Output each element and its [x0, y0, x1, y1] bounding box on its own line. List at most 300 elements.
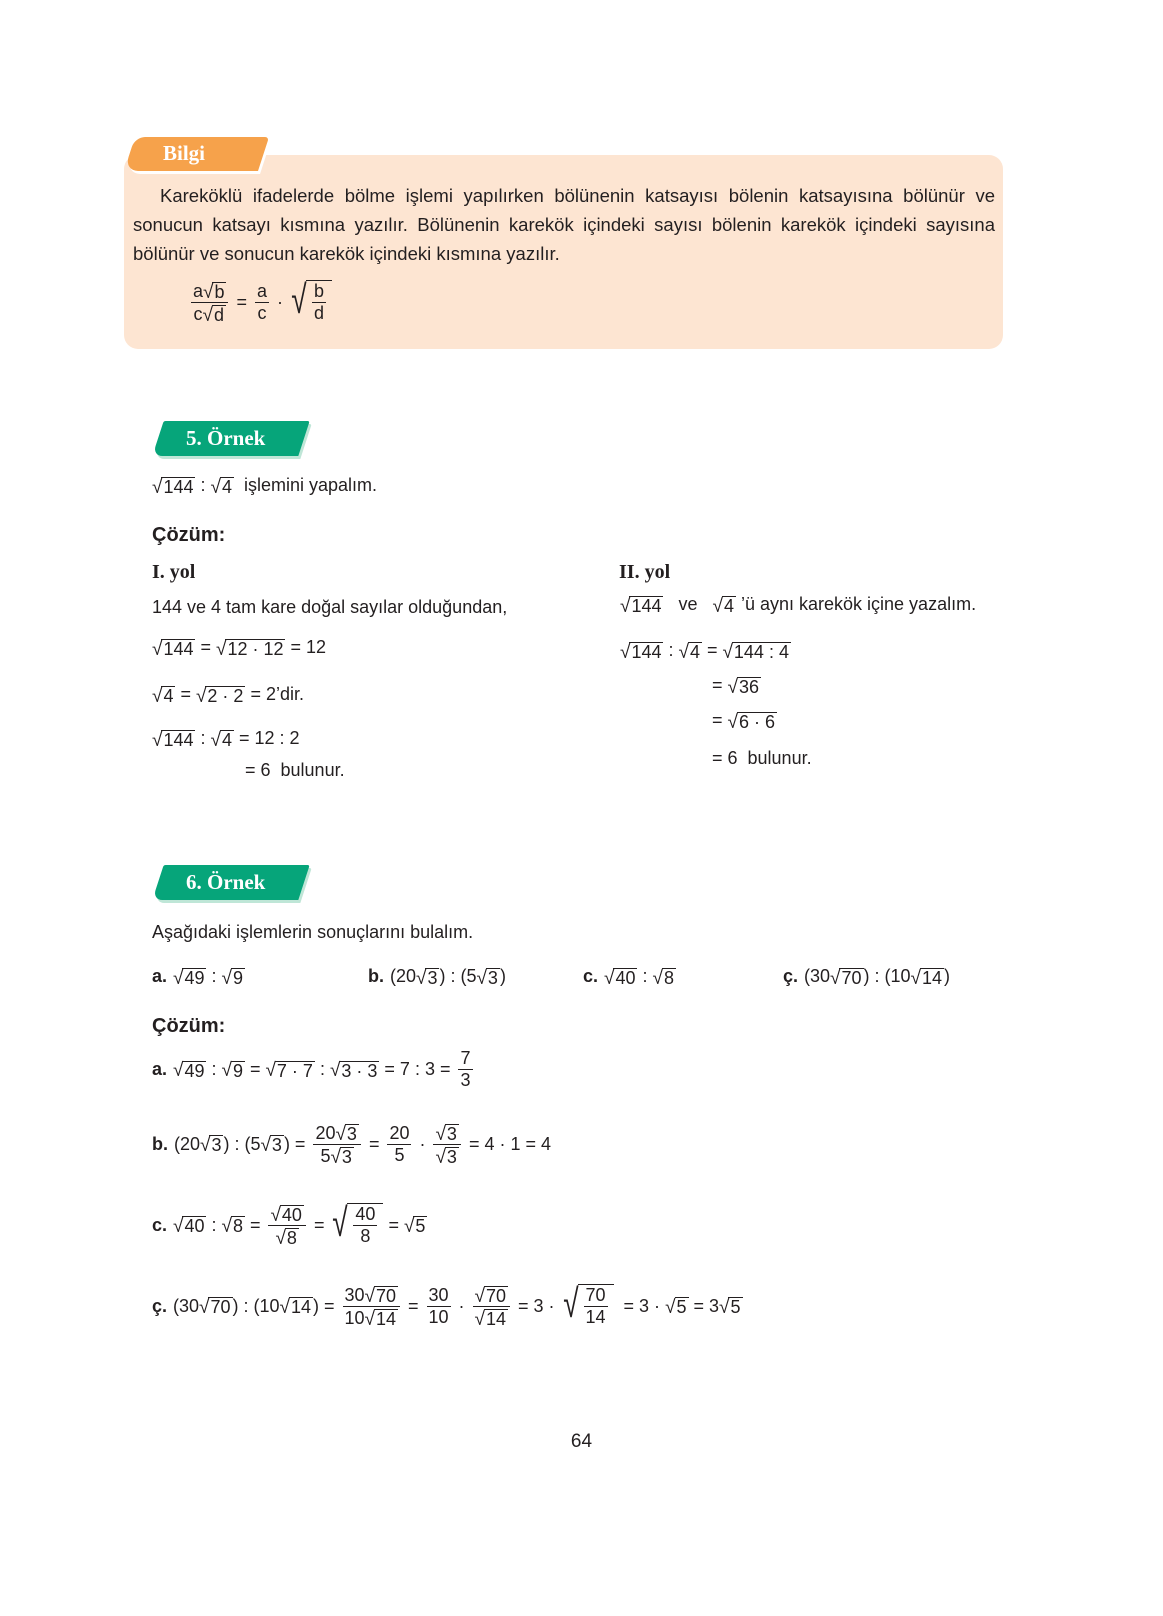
math-text: : [195, 728, 211, 749]
square-root [335, 1122, 358, 1144]
problem-c [583, 966, 676, 988]
math-line [152, 684, 304, 706]
math-text: · [453, 1295, 470, 1316]
square-root [203, 303, 226, 325]
radical-sign: √ [221, 967, 232, 989]
radical-sign: √ [152, 729, 163, 751]
math-text: = [231, 291, 252, 312]
math-text: 144 ve 4 tam kare doğal sayılar olduğundan, [152, 597, 508, 617]
denominator [473, 1307, 510, 1329]
radical-sign: √ [210, 476, 221, 498]
radicand [339, 1061, 379, 1081]
denominator [358, 1226, 372, 1247]
radicand [220, 730, 234, 750]
square-root [270, 1203, 303, 1225]
numerator [312, 281, 326, 303]
square-root [203, 280, 226, 302]
math-text: c [257, 302, 267, 323]
radical-sign: √ [260, 1135, 271, 1157]
radical-sign: √ [199, 1297, 210, 1319]
denominator [584, 1307, 608, 1328]
square-root [722, 640, 790, 662]
math-text: 3 [211, 1135, 222, 1156]
math-text: 3 [346, 1124, 357, 1144]
math-text: = [403, 1295, 424, 1316]
math-text: = 3 · [613, 1295, 666, 1316]
square-root [653, 966, 676, 988]
radical-sign: √ [474, 1308, 485, 1330]
radicand [345, 1124, 359, 1144]
math-text: = 2’dir. [245, 684, 304, 705]
fraction [255, 281, 269, 324]
radicand [225, 639, 285, 659]
square-root [330, 1145, 353, 1167]
math-text: = 6 bulunur. [712, 748, 812, 768]
fraction [343, 1284, 401, 1329]
solution-cc [152, 1284, 743, 1329]
square-root-large [288, 280, 332, 324]
method-1-title: I. yol [152, 561, 196, 583]
math-line [712, 710, 777, 732]
radicand [374, 1286, 398, 1306]
math-text: 49 [184, 1060, 205, 1081]
math-text: (20 [390, 966, 417, 987]
fraction [313, 1122, 360, 1167]
item-label: ç. [783, 966, 799, 987]
problem-cc [783, 966, 950, 988]
radicand [413, 1216, 427, 1236]
radical-sign: √ [329, 1060, 341, 1082]
radical-sign: √ [221, 1060, 232, 1082]
math-text: 3 [446, 1124, 457, 1144]
math-text: a [193, 280, 204, 301]
math-text: 8 [663, 968, 674, 988]
math-text: 5 [320, 1145, 331, 1166]
square-root [211, 728, 234, 750]
square-root [330, 1059, 379, 1081]
numerator [387, 1123, 411, 1145]
math-text: 20 [315, 1122, 336, 1143]
math-text: ) = [283, 1133, 311, 1154]
fraction [353, 1204, 377, 1247]
square-root [665, 1295, 688, 1317]
radical-sign: √ [435, 1146, 446, 1168]
math-line [712, 748, 812, 769]
math-text: b [313, 281, 324, 302]
math-text: = 4 · 1 = 4 [463, 1133, 551, 1154]
math-text: = 7 : 3 = [379, 1059, 456, 1079]
math-text: : [663, 640, 679, 661]
radical-sign: √ [727, 676, 738, 698]
square-root [275, 1226, 298, 1248]
radical-sign: √ [173, 967, 184, 989]
radicand [425, 968, 439, 988]
radical-sign: √ [476, 967, 487, 989]
denominator [255, 303, 268, 324]
square-root [475, 1307, 508, 1329]
radicand [722, 596, 736, 616]
square-root [152, 728, 195, 750]
radicand [445, 1124, 459, 1144]
radical-sign: √ [291, 278, 307, 323]
radicand [208, 1297, 232, 1317]
fraction [427, 1285, 451, 1328]
math-text: ) = [312, 1295, 340, 1316]
math-text: 3 [446, 1146, 457, 1167]
square-root [199, 1295, 232, 1317]
radical-sign: √ [216, 638, 227, 660]
math-text: 7 [460, 1048, 471, 1068]
math-text: 4 [689, 642, 700, 662]
math-text: 70 [585, 1285, 606, 1306]
radicand [231, 968, 245, 988]
radical-sign: √ [221, 1216, 232, 1238]
radicand [347, 1203, 383, 1247]
radical-sign: √ [652, 967, 663, 989]
radical-sign: √ [210, 729, 221, 751]
radicand [161, 686, 175, 706]
math-text: 10 [428, 1306, 449, 1327]
math-text: 36 [738, 677, 759, 697]
radicand [486, 968, 500, 988]
math-text: : [637, 966, 653, 987]
math-text: : [206, 1059, 222, 1079]
radical-sign: √ [416, 967, 427, 989]
math-text: (30 [173, 1295, 200, 1316]
radical-sign: √ [270, 1204, 281, 1226]
radicand [484, 1286, 508, 1306]
math-text: · [272, 291, 288, 312]
math-text: ) : (5 [439, 966, 477, 987]
radicand [675, 1297, 689, 1317]
square-root [620, 594, 663, 616]
math-text: d [313, 303, 324, 324]
denominator [318, 1145, 355, 1167]
problem-b [368, 966, 506, 988]
info-text: Kareköklü ifadelerde bölme işlemi yapılırken bölünenin katsayısı bölenin katsayısına bölünür ve sonucun katsayı kısmına yazılır. Bölünenin karekök içindeki sayısı bölenin karekök içindeki sayısına bölünür ve sonucun karekök içindeki kısmına yazılır. [133, 185, 995, 264]
radical-sign: √ [265, 1060, 276, 1082]
math-text: : [314, 1059, 330, 1079]
radicand [737, 677, 761, 697]
denominator [433, 1145, 460, 1167]
numerator [433, 1122, 460, 1145]
radicand [212, 305, 226, 325]
radicand [289, 1297, 313, 1317]
square-root [173, 1059, 206, 1081]
math-text: 2 · 2 [207, 686, 244, 706]
solution-heading: Çözüm: [152, 1015, 226, 1037]
math-text: 4 [163, 686, 174, 706]
radical-sign: √ [474, 1285, 485, 1307]
denominator [192, 303, 228, 325]
fraction [433, 1122, 460, 1167]
square-root [260, 1133, 283, 1155]
denominator [427, 1307, 451, 1328]
math-text: = [363, 1133, 385, 1154]
square-root [416, 966, 439, 988]
radicand [732, 642, 791, 662]
math-line [712, 675, 761, 697]
radicand [280, 1205, 304, 1225]
radical-sign: √ [620, 641, 631, 663]
fraction [387, 1123, 411, 1166]
radical-sign: √ [200, 1135, 211, 1157]
math-text: 10 [344, 1307, 365, 1328]
numerator [191, 280, 228, 303]
radical-sign: √ [152, 638, 163, 660]
fraction [473, 1284, 510, 1329]
math-text: (20 [174, 1133, 201, 1154]
numerator [473, 1284, 510, 1307]
radicand [737, 712, 777, 732]
radicand [161, 730, 195, 750]
square-root [173, 966, 206, 988]
square-root [728, 710, 777, 732]
math-text: 3 [271, 1135, 282, 1156]
denominator [392, 1145, 406, 1166]
radical-sign: √ [279, 1297, 290, 1319]
radicand [220, 477, 234, 497]
math-line [152, 728, 300, 750]
math-text: : [206, 1214, 222, 1235]
math-text: 14 [921, 968, 942, 988]
math-text: 70 [485, 1286, 507, 1306]
radicand [231, 1061, 245, 1081]
radicand [270, 1135, 284, 1155]
radicand [306, 280, 332, 324]
radicand [231, 1216, 245, 1236]
radicand [182, 1216, 206, 1236]
radicand [728, 1297, 742, 1317]
square-root-large [560, 1284, 614, 1328]
fraction [268, 1203, 305, 1248]
radical-sign: √ [195, 685, 207, 707]
square-root [435, 1122, 458, 1144]
radical-sign: √ [152, 685, 163, 707]
math-text: ) : (10 [863, 966, 911, 987]
math-text: 14 [375, 1308, 396, 1329]
radicand [484, 1309, 508, 1329]
item-label: a. [152, 1059, 168, 1079]
square-root [719, 1295, 742, 1317]
math-text: 144 : 4 [733, 642, 789, 662]
solution-a [152, 1048, 476, 1091]
radicand [275, 1061, 315, 1081]
example-6-prompt: Aşağıdaki işlemlerin sonuçlarını bulalım. [152, 922, 474, 942]
fraction [458, 1048, 472, 1091]
radical-sign: √ [203, 281, 214, 303]
math-text: d [213, 304, 224, 325]
math-text: 70 [841, 968, 862, 988]
radical-sign: √ [719, 1297, 730, 1319]
math-text: 4 [723, 596, 734, 616]
math-text: = [244, 1214, 266, 1235]
math-text: c [193, 303, 203, 324]
math-text: ve [663, 594, 713, 615]
numerator [353, 1204, 377, 1226]
math-text: ) : (10 [232, 1295, 280, 1316]
radical-sign: √ [620, 595, 631, 617]
radical-sign: √ [152, 476, 163, 498]
radical-sign: √ [173, 1216, 184, 1238]
math-text: 30 [344, 1284, 365, 1305]
square-root [222, 1059, 245, 1081]
square-root [152, 475, 195, 497]
square-root [620, 640, 663, 662]
square-root [280, 1295, 313, 1317]
item-label: c. [583, 966, 599, 987]
math-text: = [701, 640, 723, 661]
math-text: : [206, 966, 222, 987]
math-text: 8 [360, 1226, 371, 1247]
radicand [688, 642, 702, 662]
square-root [713, 594, 736, 616]
numerator [458, 1048, 472, 1070]
radical-sign: √ [403, 1216, 415, 1238]
math-text: 144 [631, 596, 662, 616]
math-text: : [195, 475, 211, 496]
radical-sign: √ [364, 1308, 375, 1330]
math-text: = 3 [688, 1295, 720, 1316]
denominator [343, 1307, 401, 1329]
square-root [476, 966, 499, 988]
radical-sign: √ [678, 641, 689, 663]
radical-sign: √ [173, 1060, 184, 1082]
math-text: = [244, 1059, 266, 1079]
radicand [285, 1228, 299, 1248]
radicand [212, 282, 226, 302]
radical-sign: √ [332, 1201, 349, 1246]
math-text: 49 [184, 968, 205, 988]
math-text: = 12 : 2 [233, 728, 300, 749]
radical-sign: √ [364, 1285, 375, 1307]
square-root [365, 1307, 398, 1329]
math-text: · [414, 1133, 431, 1154]
math-text: = 3 · [513, 1295, 560, 1316]
math-text: = [712, 710, 728, 731]
math-text: 144 [163, 730, 194, 750]
radical-sign: √ [910, 967, 921, 989]
item-label: b. [368, 966, 384, 987]
math-text: 9 [232, 968, 243, 988]
denominator [458, 1070, 472, 1091]
radical-sign: √ [275, 1227, 286, 1249]
numerator [584, 1285, 608, 1307]
page-number: 64 [570, 1431, 593, 1452]
radicand [205, 686, 245, 706]
square-root [604, 966, 637, 988]
numerator [313, 1122, 360, 1145]
math-text: 144 [163, 477, 194, 497]
radicand [920, 968, 944, 988]
math-text: 7 · 7 [276, 1060, 313, 1081]
square-root [728, 675, 761, 697]
math-line [245, 760, 345, 781]
radical-sign: √ [722, 641, 733, 663]
radicand [629, 642, 663, 662]
math-text: 6 · 6 [738, 712, 775, 732]
math-text: işlemini yapalım. [233, 475, 377, 496]
denominator [273, 1226, 300, 1248]
square-root [911, 966, 944, 988]
math-text: 4 [221, 477, 232, 497]
numerator [343, 1284, 401, 1307]
math-text: ) [943, 966, 950, 987]
radical-sign: √ [665, 1297, 676, 1319]
math-text: 40 [355, 1204, 376, 1225]
radical-sign: √ [330, 1146, 341, 1168]
solution-b [152, 1122, 551, 1167]
solution-c [152, 1203, 427, 1248]
math-text: 20 [389, 1122, 410, 1143]
fraction [191, 280, 228, 325]
math-text: 40 [184, 1216, 205, 1237]
radical-sign: √ [562, 1282, 579, 1327]
square-root [679, 640, 702, 662]
radicand [629, 596, 663, 616]
radicand [613, 968, 637, 988]
square-root [222, 1214, 245, 1236]
math-text: 3 [487, 968, 498, 988]
math-line [620, 640, 791, 662]
square-root [200, 1133, 223, 1155]
radicand [182, 968, 206, 988]
square-root [475, 1284, 508, 1306]
radicand [374, 1309, 398, 1329]
math-text: 3 · 3 [341, 1060, 378, 1081]
math-text: a [256, 280, 267, 301]
solution-heading: Çözüm: [152, 524, 226, 546]
numerator [255, 281, 269, 303]
example-5-prompt [152, 475, 377, 497]
radicand [209, 1135, 223, 1155]
math-text: 5 [676, 1297, 687, 1318]
item-label: c. [152, 1214, 168, 1235]
square-root [216, 637, 285, 659]
math-text: b [214, 282, 225, 302]
square-root [152, 637, 195, 659]
math-text: 30 [428, 1284, 449, 1305]
math-text: 3 [460, 1070, 471, 1090]
problem-a [152, 966, 245, 988]
math-text: = 6 bulunur. [245, 760, 345, 780]
square-root [404, 1214, 427, 1236]
math-text: 9 [232, 1060, 243, 1081]
math-text: 14 [290, 1297, 311, 1318]
radical-sign: √ [335, 1123, 346, 1145]
math-text: = [175, 684, 196, 705]
radical-sign: √ [727, 711, 738, 733]
math-text: 40 [281, 1205, 302, 1225]
math-text: 5 [730, 1297, 741, 1318]
math-text: = [308, 1214, 330, 1235]
radical-sign: √ [435, 1123, 446, 1145]
math-text: 144 [631, 642, 662, 662]
numerator [268, 1203, 305, 1226]
square-root [435, 1145, 458, 1167]
math-line [152, 597, 507, 618]
math-text: 14 [485, 1308, 507, 1329]
denominator [312, 303, 326, 324]
example-6-title: 6. Örnek [186, 870, 266, 894]
math-text: ) [499, 966, 506, 987]
method-2-title: II. yol [619, 561, 671, 583]
math-text: 4 [221, 730, 232, 750]
fraction [584, 1285, 608, 1328]
square-root [365, 1284, 398, 1306]
math-text: 12 · 12 [227, 639, 284, 659]
fraction [312, 281, 326, 324]
